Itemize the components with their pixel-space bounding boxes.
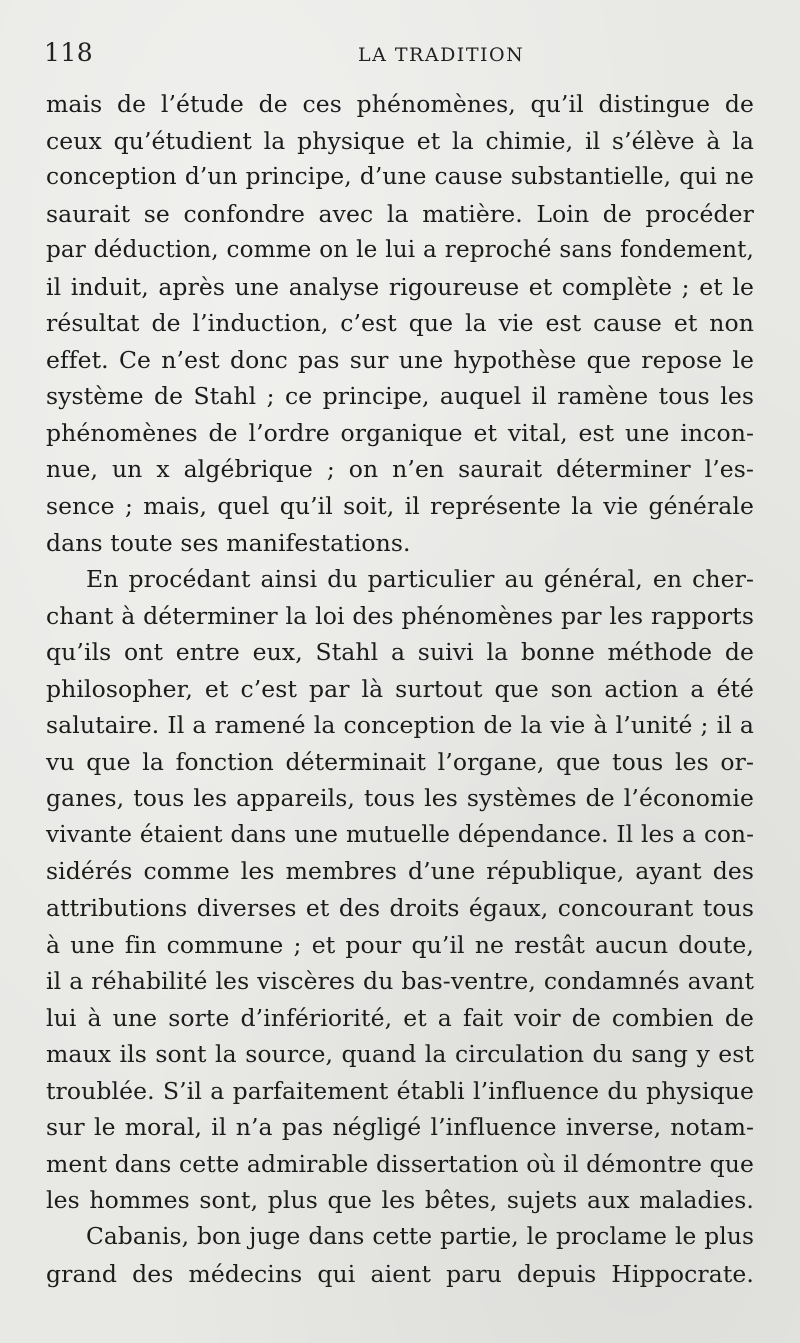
text-line: qu’ils ont entre eux, Stahl a suivi la bonne méthode de	[46, 638, 754, 667]
text-line: il induit, après une analyse rigoureuse et complète ; et le	[46, 272, 754, 301]
text-line: effet. Ce n’est donc pas sur une hypothèse que repose le	[46, 345, 754, 374]
text-line: chant à déterminer la loi des phénomènes par les rapports	[46, 601, 754, 630]
paragraph-first-line: En procédant ainsi du particulier au général, en cher-	[86, 565, 754, 594]
text-line: grand des médecins qui aient paru depuis Hippocrate.	[46, 1259, 754, 1288]
text-line: conception d’un principe, d’une cause substantielle, qui ne	[46, 163, 754, 191]
paragraph-first-line: Cabanis, bon juge dans cette partie, le proclame le plus	[86, 1222, 754, 1250]
text-line: vivante étaient dans une mutuelle dépendance. Il les a con-	[46, 821, 754, 848]
text-line: il a réhabilité les viscères du bas-ventre, condamnés avant	[46, 967, 754, 996]
running-title: LA TRADITION	[358, 44, 525, 66]
text-line: à une fin commune ; et pour qu’il ne restât aucun doute,	[46, 930, 754, 959]
text-line: troublée. S’il a parfaitement établi l’influence du physique	[46, 1076, 754, 1105]
text-line: lui à une sorte d’infériorité, et a fait voir de combien de	[46, 1003, 754, 1032]
text-line: saurait se confondre avec la matière. Loin de procéder	[46, 199, 754, 228]
text-line: par déduction, comme on le lui a reproché sans fondement,	[46, 237, 754, 264]
text-line: phénomènes de l’ordre organique et vital, est une incon-	[46, 418, 754, 447]
text-line: sence ; mais, quel qu’il soit, il représente la vie générale	[46, 492, 754, 521]
text-line: sidérés comme les membres d’une république, ayant des	[46, 857, 754, 886]
body-text	[46, 86, 754, 1292]
text-line: philosopher, et c’est par là surtout que son action a été	[46, 674, 754, 703]
text-line: ceux qu’étudient la physique et la chimie, il s’élève à la	[46, 126, 754, 155]
text-line: maux ils sont la source, quand la circulation du sang y est	[46, 1040, 754, 1069]
page-header	[44, 38, 754, 74]
text-line: ganes, tous les appareils, tous les systèmes de l’économie	[46, 784, 754, 813]
paragraph-end-line: dans toute ses manifestations.	[46, 528, 411, 557]
page-number: 118	[44, 38, 94, 67]
text-line: attributions diverses et des droits égaux, concourant tous	[46, 894, 754, 923]
text-line: sur le moral, il n’a pas négligé l’influence inverse, notam-	[46, 1113, 754, 1142]
text-line: vu que la fonction déterminait l’organe, que tous les or-	[46, 747, 754, 776]
text-line: résultat de l’induction, c’est que la vie est cause et non	[46, 309, 754, 338]
text-line: nue, un x algébrique ; on n’en saurait déterminer l’es-	[46, 455, 754, 484]
text-line: salutaire. Il a ramené la conception de la vie à l’unité ; il a	[46, 711, 754, 740]
text-line: ment dans cette admirable dissertation où il démontre que	[46, 1149, 754, 1178]
text-line: mais de l’étude de ces phénomènes, qu’il distingue de	[46, 90, 754, 118]
text-line: système de Stahl ; ce principe, auquel il ramène tous les	[46, 382, 754, 411]
text-line: les hommes sont, plus que les bêtes, sujets aux maladies.	[46, 1186, 754, 1215]
